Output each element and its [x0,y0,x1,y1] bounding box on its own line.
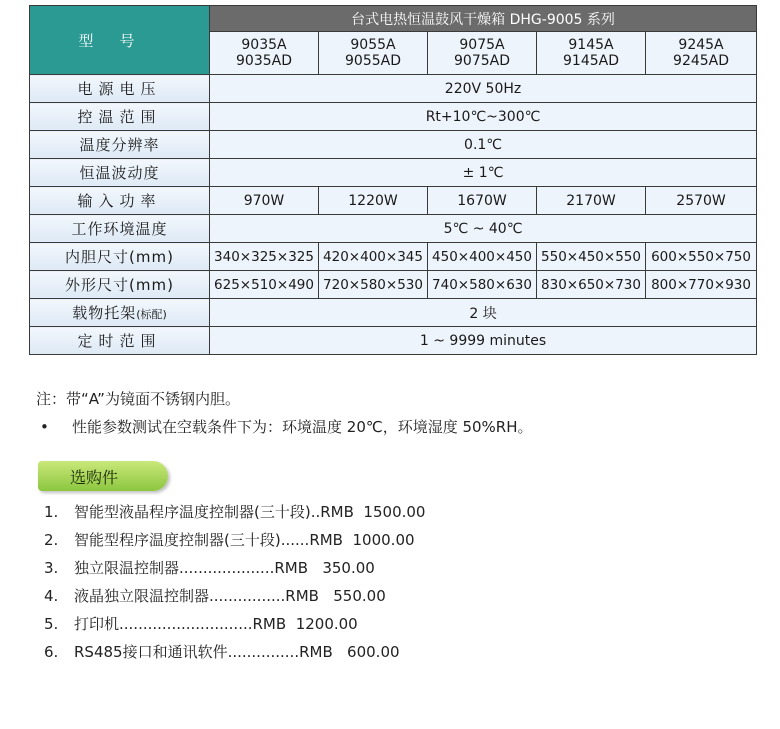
item-number: 5. [44,615,59,633]
model-cell [210,32,319,75]
row-value: 340×325×325 [210,243,319,271]
row-label: 控温范围 [30,103,210,131]
accessory-item [44,526,425,554]
item-text: 液晶独立限温控制器................RMB 550.00 [74,587,386,605]
model-ad: 9055AD [345,53,401,69]
item-number: 3. [44,559,59,577]
row-value: 970W [210,187,319,215]
row-value: 1670W [428,187,537,215]
accessory-item [44,610,425,638]
power-row [30,187,757,215]
row-value: 2570W [646,187,757,215]
model-cell [537,32,646,75]
row-value: 830×650×730 [537,271,646,299]
accessory-item [44,554,425,582]
shelves-row [30,299,757,327]
row-label-main: 载物托架 [72,304,137,322]
row-label-small: (标配) [136,308,167,321]
model-cell [646,32,757,75]
row-value: 5℃ ~ 40℃ [210,215,757,243]
row-label: 电源电压 [30,75,210,103]
accessory-item [44,582,425,610]
outer-size-row [30,271,757,299]
item-text: RS485接口和通讯软件...............RMB 600.00 [74,643,400,661]
row-value: 550×450×550 [537,243,646,271]
row-label: 工作环境温度 [30,215,210,243]
resolution-row [30,131,757,159]
model-a: 9035A [241,37,287,53]
spec-table [29,5,757,355]
inner-size-row [30,243,757,271]
item-text: 独立限温控制器....................RMB 350.00 [74,559,375,577]
accessories-title: 选购件 [70,468,119,487]
model-ad: 9075AD [454,53,510,69]
model-ad: 9245AD [673,53,730,69]
model-cell [428,32,537,75]
item-number: 2. [44,531,59,549]
row-value: 720×580×530 [319,271,428,299]
row-value: 625×510×490 [210,271,319,299]
row-value: 1220W [319,187,428,215]
row-label [30,299,210,327]
series-title-row [30,6,757,32]
row-value: 220V 50Hz [210,75,757,103]
row-value: 1 ~ 9999 minutes [210,327,757,355]
item-number: 6. [44,643,59,661]
accessories-tag [38,461,168,491]
model-header: 型号 [30,6,210,75]
row-label: 定时范围 [30,327,210,355]
row-value: 740×580×630 [428,271,537,299]
model-ad: 9145AD [563,53,619,69]
row-value: 2170W [537,187,646,215]
row-value: 0.1℃ [210,131,757,159]
row-value: 600×550×750 [646,243,757,271]
accessory-item [44,498,425,526]
row-label: 内胆尺寸(mm) [30,243,210,271]
row-label: 恒温波动度 [30,159,210,187]
accessory-item [44,638,425,666]
item-text: 打印机............................RMB 1200.00 [74,615,358,633]
model-ad: 9035AD [236,53,292,69]
item-number: 4. [44,587,59,605]
model-a: 9055A [350,37,396,53]
model-a: 9075A [459,37,505,53]
row-label: 输入功率 [30,187,210,215]
env-temp-row [30,215,757,243]
item-text: 智能型液晶程序温度控制器(三十段)..RMB 1500.00 [74,503,426,521]
row-value: 800×770×930 [646,271,757,299]
row-value: 420×400×345 [319,243,428,271]
model-a: 9145A [568,37,614,53]
temp-range-row [30,103,757,131]
model-cell [319,32,428,75]
fluctuation-row [30,159,757,187]
voltage-row [30,75,757,103]
item-text: 智能型程序温度控制器(三十段)......RMB 1000.00 [74,531,415,549]
model-a: 9245A [678,37,724,53]
timer-row [30,327,757,355]
bullet-icon: • [40,418,49,436]
note-mirror-liner: 注：带“A”为镜面不锈钢内胆。 [36,390,240,408]
note-test-conditions [40,416,533,437]
note-test-text: 性能参数测试在空载条件下为：环境温度 20℃，环境湿度 50%RH。 [72,418,533,436]
row-value: Rt+10℃~300℃ [210,103,757,131]
row-value: ± 1℃ [210,159,757,187]
row-label: 外形尺寸(mm) [30,271,210,299]
row-label: 温度分辨率 [30,131,210,159]
accessories-list [44,498,425,666]
row-value: 450×400×450 [428,243,537,271]
row-value: 2 块 [210,299,757,327]
item-number: 1. [44,503,59,521]
series-title: 台式电热恒温鼓风干燥箱 DHG-9005 系列 [210,6,757,32]
